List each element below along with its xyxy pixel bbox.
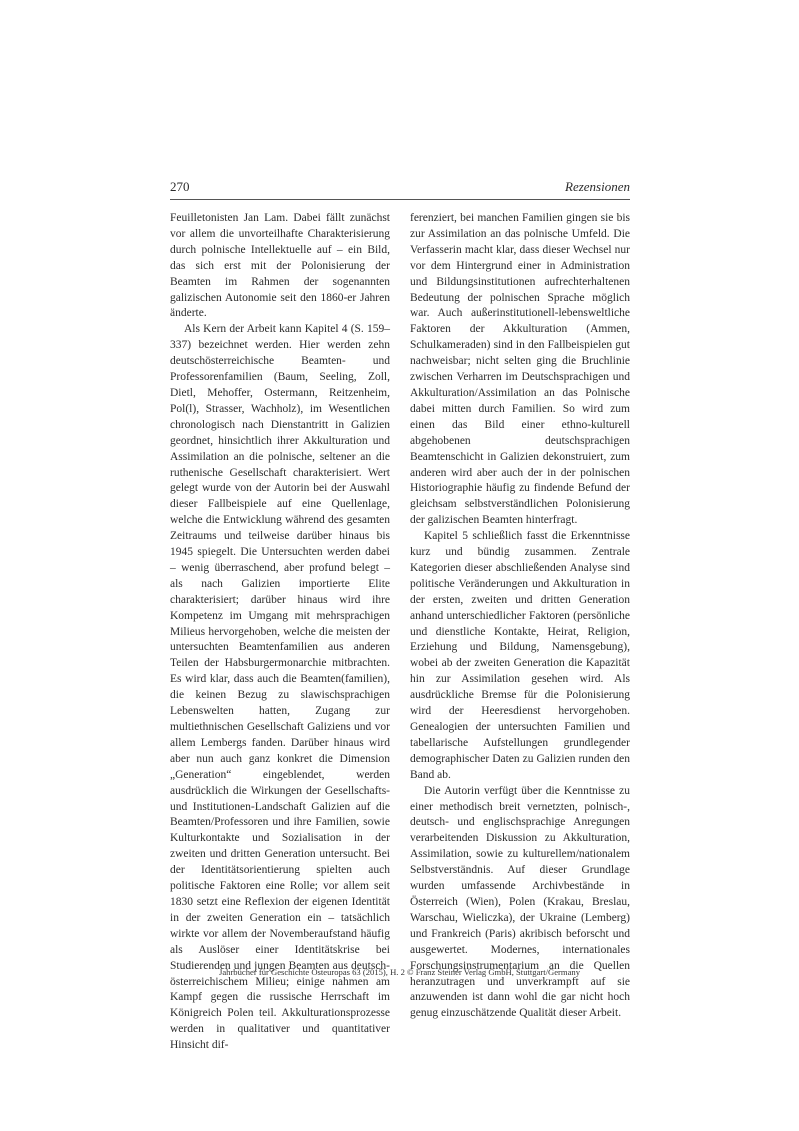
paragraph: ferenziert, bei manchen Familien gingen sie bis zur Assimilation an das polnische Umfeld. Die Verfasserin macht klar, dass dieser Wechsel nur vor dem Hintergrund einer in Administration und Bildungsinstitutionen aufrechterhaltenen Bedeutung der polnischen Sprache möglich war. Auch außerinstitutionell-lebensweltliche Faktoren der Akkulturation (Ammen, Schulkameraden) sind in den Fallbeispielen gut nachweisbar; nicht selten ging die Bruchlinie zwischen Verharren im Deutschsprachigen und Akkulturation/Assimilation an das Polnische dabei mitten durch Familien. So wird zum einen das Bild einer ethno-kulturell abgehobenen deutschsprachigen Beamtenschicht in Galizien dekonstruiert, zum anderen wird aber auch der in der polnischen Historiographie häufig zu findende Befund der gleichsam selbstverständlichen Polonisierung der galizischen Beamten hinterfragt. — [410, 212, 630, 527]
right-column — [410, 211, 630, 1022]
paragraph: Als Kern der Arbeit kann Kapitel 4 (S. 159–337) bezeichnet werden. Hier werden zehn deutschösterreichische Beamten- und Professorenfamilien (Baum, Seeling, Zoll, Dietl, Mehoffer, Ostermann, Reitzenheim, Pol(l), Strasser, Wachholz), im Wesentlichen chronologisch nach Dienstantritt in Galizien geordnet, hinsichtlich ihrer Akkulturation und Assimilation an die polnische, seltener an die ruthenische Gesellschaft charakterisiert. Wert gelegt wurde von der Autorin bei der Auswahl dieser Fallbeispiele auf eine Quellenlage, welche die Entwicklung während des gesamten Zeitraums und teilweise darüber hinaus bis 1945 spiegelt. Die Untersuchten werden dabei – wenig überraschend, aber profund belegt – als nach Galizien importierte Elite charakterisiert; darüber hinaus wird ihre Kompetenz im Umgang mit mehrsprachigen Milieus hervorgehoben, welche die meisten der untersuchten Beamtenfamilien aus anderen Teilen der Habsburgermonarchie mitbrachten. Es wird klar, dass auch die Beamten(familien), die keinen Bezug zu slawischsprachigen Lebenswelten hatten, Zugang zur multiethnischen Gesellschaft Galiziens und vor allem Lembergs fanden. Darüber hinaus wird aber nun auch ganz konkret die Dimension „Generation“ eingeblendet, werden ausdrücklich die Wirkungen der Gesellschafts- und Institutionen-Landschaft Galizien auf die Beamten/Professoren und ihre Familien, sowie Kulturkontakte und Sozialisation in der zweiten und dritten Generation untersucht. Bei der Identitätsorientierung spielten auch politische Faktoren eine Rolle; vor allem seit 1830 setzt eine Reflexion der eigenen Identität in der zweiten Generation ein – tatsächlich wirkte vor allem der Novemberaufstand häufig als Auslöser einer Identitätskrise bei Studierenden und jungen Beamten aus deutsch-österreichischem Milieu; einige nahmen am Kampf gegen die russische Herrschaft im Königreich Polen teil. Akkulturationsprozesse werden in qualitativer und quantitativer Hinsicht dif- — [170, 323, 390, 1052]
page-footer: Jahrbücher für Geschichte Osteuropas 63 (2015), H. 2 © Franz Steiner Verlag GmbH, Stuttgart/Germany — [218, 967, 580, 977]
paragraph: Kapitel 5 schließlich fasst die Erkenntnisse kurz und bündig zusammen. Zentrale Kategorien dieser abschließenden Analyse sind politische Veränderungen und Akkulturation in der ersten, zweiten und dritten Generation anhand unterschiedlicher Faktoren (persönliche und dienstliche Kontakte, Heirat, Religion, Erziehung und Bildung, Namensgebung), wobei ab der zweiten Generation die Kapazität hin zur Assimilation gesehen wird. Als ausdrückliche Bremse für die Polonisierung wird der Heeresdienst hervorgehoben. Genealogien der untersuchten Familien und tabellarische Aufstellungen grundlegender demographischer Daten zu Galizien runden den Band ab. — [410, 530, 630, 781]
page-number: 270 — [170, 179, 190, 194]
paragraph: Die Autorin verfügt über die Kenntnisse zu einer methodisch breit vernetzten, polnisch-, deutsch- und englischsprachige Anregungen verarbeitenden Diskussion zu Akkulturation, Assimilation, sowie zu kulturellem/nationalem Selbstverständnis. Auf dieser Grundlage wurden umfassende Archivbestände in Österreich (Wien), Polen (Krakau, Breslau, Warschau, Wieliczka), der Ukraine (Lemberg) und Frankreich (Paris) akribisch beforscht und ausgewertet. Modernes, internationales Forschungsinstrumentarium an die Quellen heranzutragen und unverkrampft auf sie anzuwenden ist dann wohl die gar nicht hoch genug einzuschätzende Qualität dieser Arbeit. — [410, 784, 630, 1020]
running-title: Rezensionen — [565, 179, 630, 194]
paragraph: Feuilletonisten Jan Lam. Dabei fällt zunächst vor allem die unvorteilhafte Charakterisierung durch polnische Intellektuelle auf – ein Bild, das sich erst mit der Polonisierung der Beamten im Rahmen der sogenannten galizischen Autonomie seit den 1860-er Jahren änderte. — [170, 212, 390, 320]
page-header — [170, 179, 630, 200]
left-column — [170, 211, 390, 1054]
